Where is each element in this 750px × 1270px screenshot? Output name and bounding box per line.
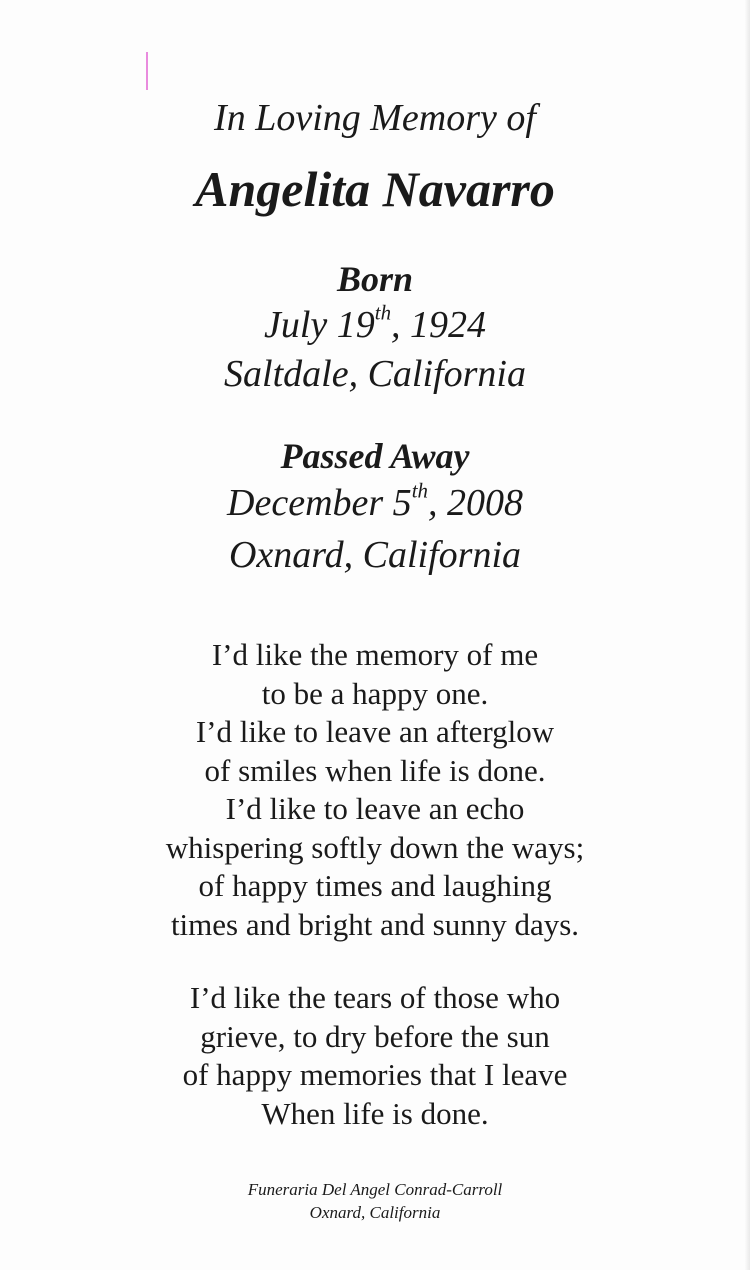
born-date-ordinal: th [374,300,392,325]
poem-line: of happy memories that I leave [182,1057,568,1092]
poem-line: whispering softly down the ways; [165,829,585,865]
poem-line: of smiles when life is done. [204,752,546,788]
passed-date-main: December 5 [227,482,412,524]
poem-stanza-1 [0,636,750,944]
passed-place: Oxnard, California [228,534,522,576]
born-date-year: , 1924 [391,304,487,346]
poem-line: grieve, to dry before the sun [200,1018,550,1054]
intro-heading: In Loving Memory of [214,97,536,139]
passed-date-year: , 2008 [427,482,523,524]
poem-line: to be a happy one. [261,675,489,711]
born-heading: Born [336,259,414,299]
poem-line: I’d like to leave an echo [225,791,525,826]
funeral-home-name: Funeraria Del Angel Conrad-Carroll [247,1180,503,1199]
deceased-name: Angelita Navarro [195,161,555,217]
poem-line: I’d like the tears of those who [189,980,561,1015]
passed-date-ordinal: th [411,478,428,503]
born-place: Saltdale, California [224,353,526,395]
funeral-home-location: Oxnard, California [309,1203,441,1222]
pink-ink-mark [146,52,148,90]
born-date [0,300,750,347]
poem-line: When life is done. [261,1095,489,1131]
passed-date [0,478,750,525]
passed-away-heading: Passed Away [280,436,470,476]
poem-stanza-2 [0,979,750,1133]
poem-line: I’d like the memory of me [211,637,539,672]
poem-line: of happy times and laughing [198,868,552,903]
poem-line: I’d like to leave an afterglow [195,714,555,749]
born-date-main: July 19 [263,304,375,346]
poem-line: times and bright and sunny days. [170,906,580,942]
